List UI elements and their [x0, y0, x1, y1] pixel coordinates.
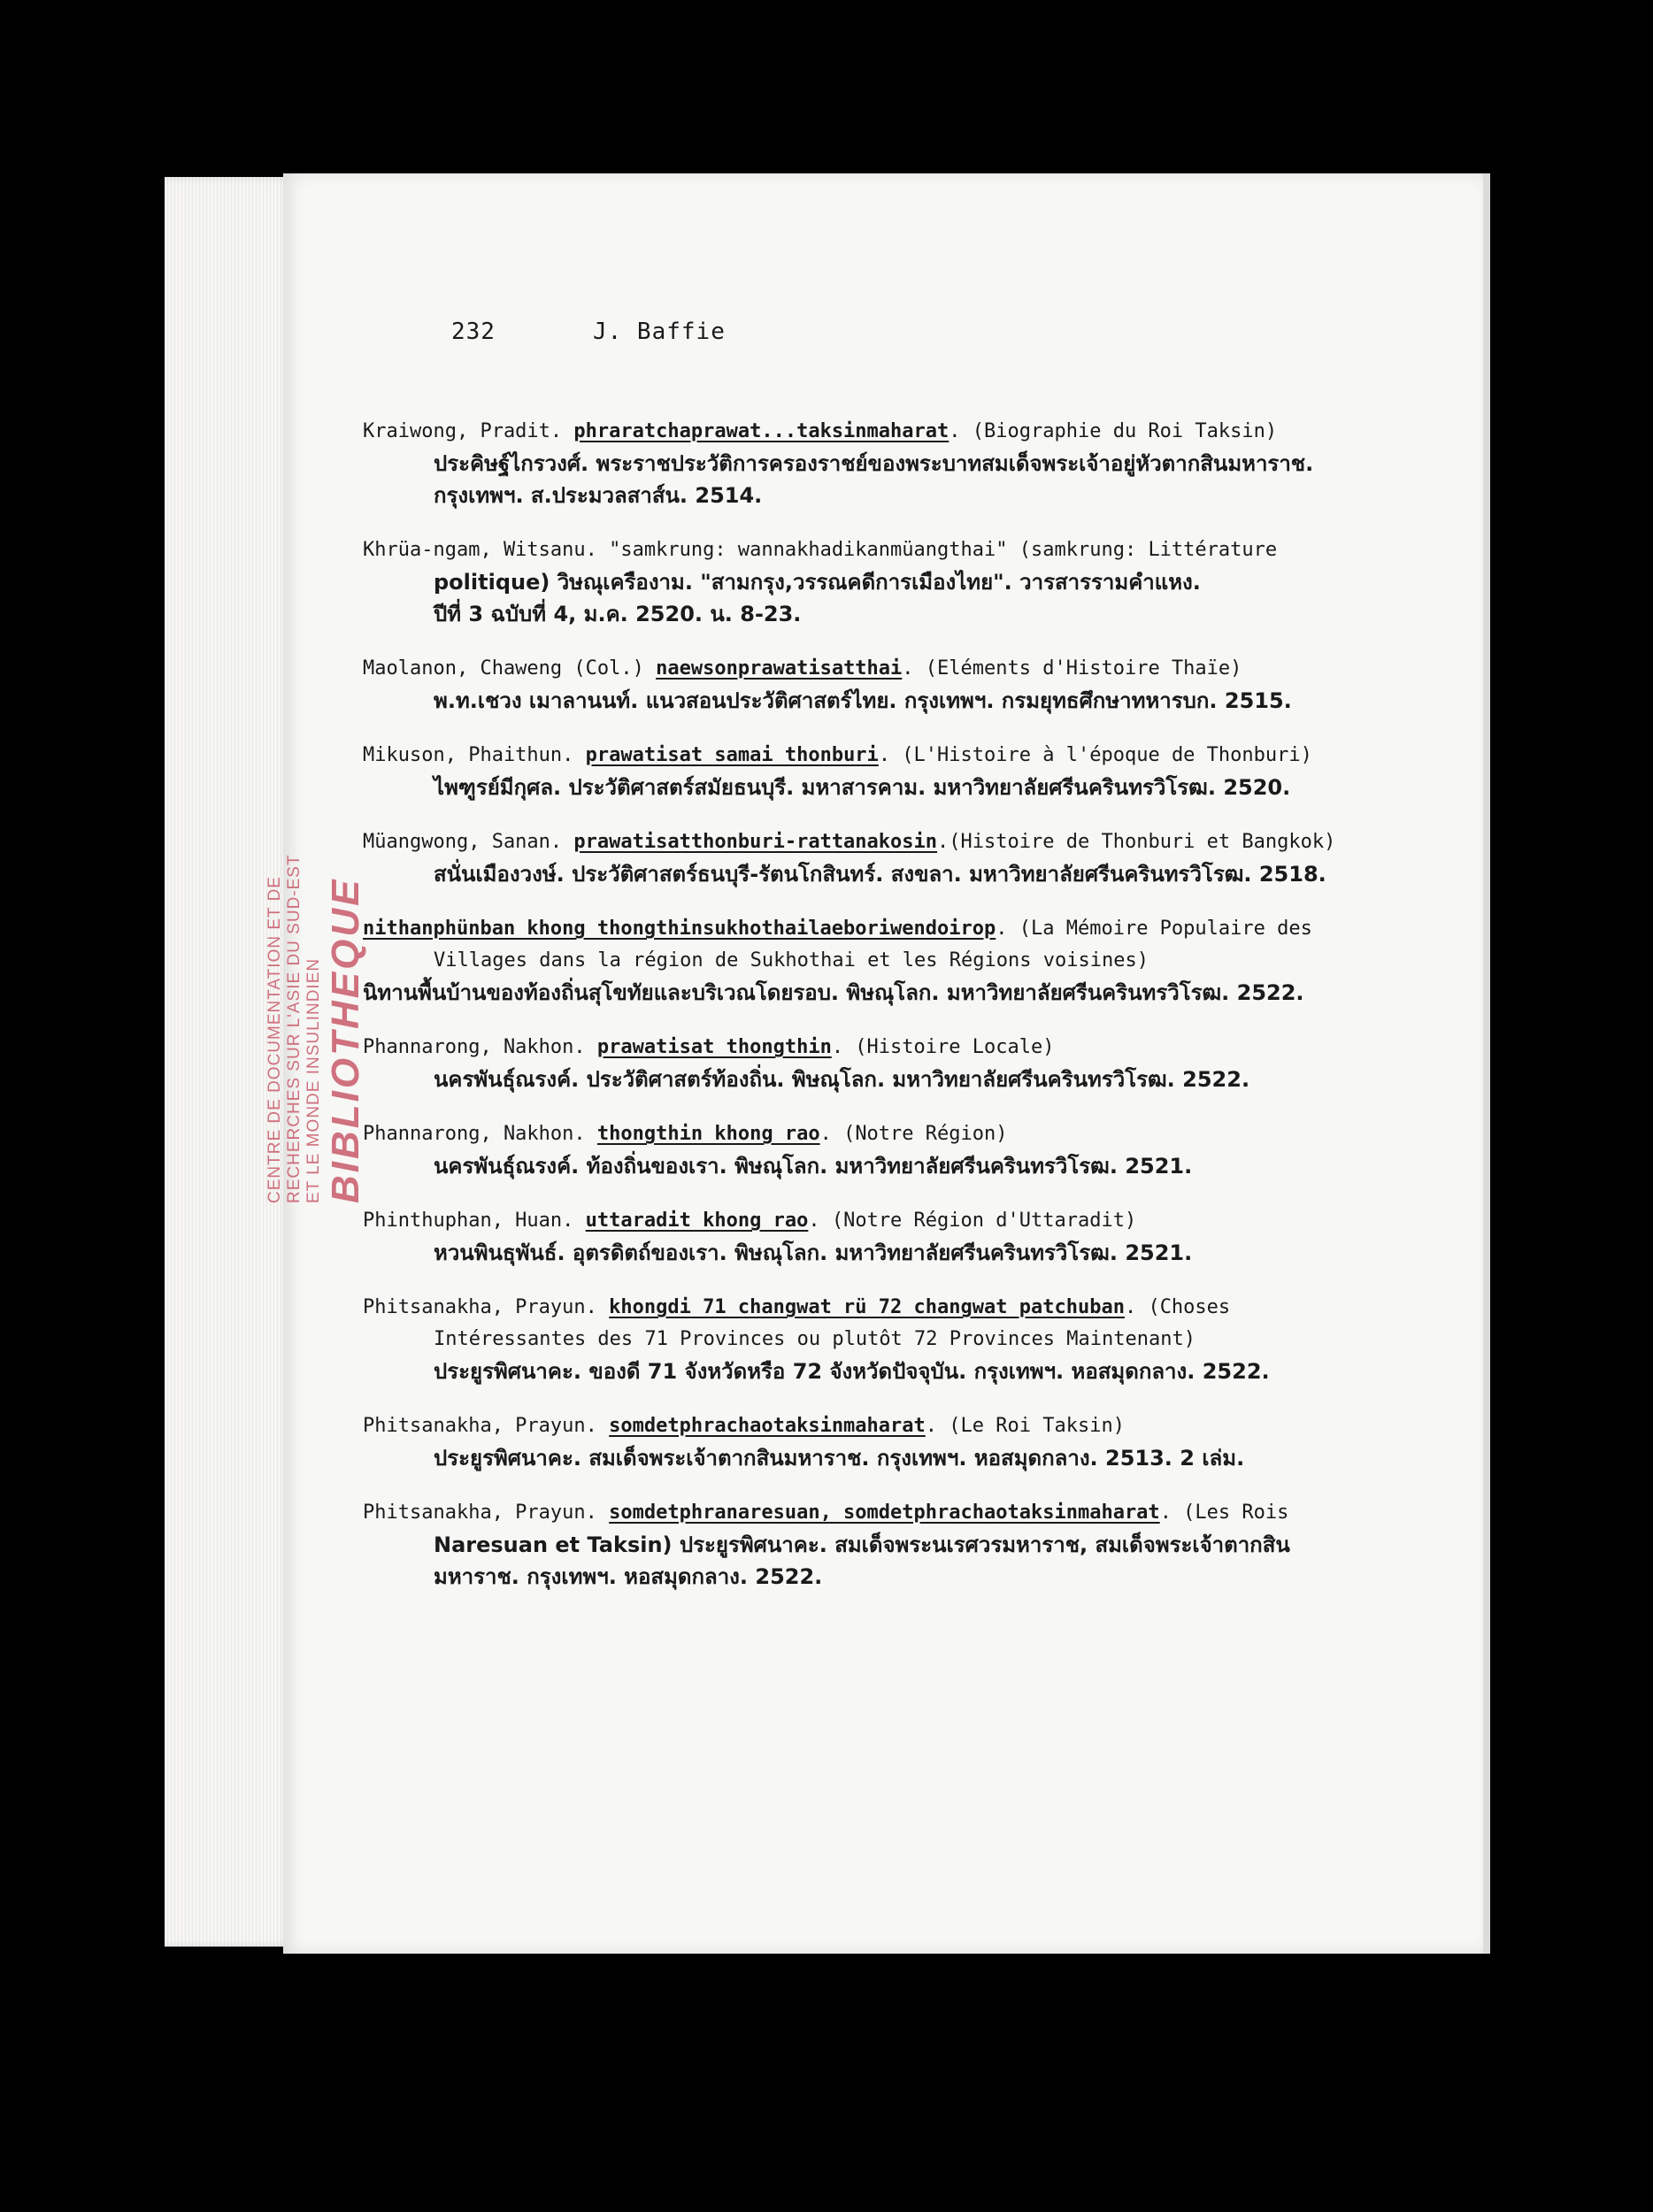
entry-line: ไพฑูรย์มีกุศล. ประวัติศาสตร์สมัยธนบุรี. มหาสารคาม. มหาวิทยาลัยศรีนครินทรวิโรฒ. 2520.	[434, 775, 1291, 800]
entry-author: Maolanon, Chaweng (Col.)	[363, 657, 657, 680]
entry-title: uttaradit khong rao	[585, 1210, 809, 1232]
entry-line: นครพันธุ์ณรงค์. ท้องถิ่นของเรา. พิษณุโลก. มหาวิทยาลัยศรีนครินทรวิโรฒ. 2521.	[434, 1154, 1193, 1179]
entry-translation: (samkrung: Littérature	[1007, 539, 1278, 561]
entry-author: Müangwong, Sanan.	[363, 831, 574, 853]
bibliography-entry	[363, 1205, 1469, 1269]
entry-line: ปีที่ 3 ฉบับที่ 4, ม.ค. 2520. น. 8-23.	[434, 602, 802, 626]
entry-line: Villages dans la région de Sukhothai et les Régions voisines)	[434, 949, 1149, 972]
entry-title: "samkrung: wannakhadikanmüangthai"	[609, 539, 1008, 561]
entry-line: ประยูรพิศนาคะ. สมเด็จพระเจ้าตากสินมหาราช. กรุงเทพฯ. หอสมุดกลาง. 2513. 2 เล่ม.	[434, 1446, 1245, 1471]
entry-line: Intéressantes des 71 Provinces ou plutôt 72 Provinces Maintenant)	[434, 1328, 1196, 1350]
entry-line: politique) วิษณุเครืองาม. "สามกรุง,วรรณคดีการเมืองไทย". วารสารรามคำแหง.	[434, 570, 1201, 595]
entry-author: Phitsanakha, Prayun.	[363, 1415, 610, 1437]
entry-translation: . (L'Histoire à l'époque de Thonburi)	[878, 744, 1312, 766]
entry-title: naewsonprawatisatthai	[656, 657, 903, 680]
entry-title: thongthin khong rao	[596, 1123, 820, 1145]
bibliography-entry	[363, 1118, 1469, 1182]
page-rim	[1483, 173, 1490, 1954]
entry-thai-title: ประคิษฐ์ไกรวงศ์. พระราชประวัติการครองราชย์ของพระบาทสมเด็จพระเจ้าอยู่หัวตากสินมหาราช.	[434, 451, 1314, 476]
bibliography-entry	[363, 1410, 1469, 1474]
entry-line: นครพันธุ์ณรงค์. ประวัติศาสตร์ท้องถิ่น. พิษณุโลก. มหาวิทยาลัยศรีนครินทรวิโรฒ. 2522.	[434, 1067, 1250, 1092]
entry-author: Phitsanakha, Prayun.	[363, 1502, 610, 1524]
entry-line: มหาราช. กรุงเทพฯ. หอสมุดกลาง. 2522.	[434, 1564, 823, 1589]
entry-thai-publication: กรุงเทพฯ. ส.ประมวลสาส์น. 2514.	[434, 483, 763, 508]
bibliography-entry	[363, 913, 1469, 1009]
stamp-title: BIBLIOTHEQUE	[324, 877, 367, 1203]
entry-translation: . (Le Roi Taksin)	[925, 1415, 1125, 1437]
entry-title: phraratchaprawat...taksinmaharat	[573, 420, 950, 442]
bibliography-entry	[363, 740, 1469, 803]
entry-translation: .(Histoire de Thonburi et Bangkok)	[937, 831, 1336, 853]
entry-author: Phannarong, Nakhon.	[363, 1123, 597, 1145]
entry-translation: . (Biographie du Roi Taksin)	[949, 420, 1278, 442]
entry-title: somdetphranaresuan, somdetphrachaotaksinmaharat	[609, 1502, 1160, 1524]
bibliography-entry	[363, 826, 1469, 890]
entry-title: khongdi 71 changwat rü 72 changwat patchuban	[609, 1296, 1125, 1318]
entry-line: Naresuan et Taksin) ประยูรพิศนาคะ. สมเด็จพระนเรศวรมหาราช, สมเด็จพระเจ้าตากสิน	[434, 1532, 1290, 1557]
entry-line: ประยูรพิศนาคะ. ของดี 71 จังหวัดหรือ 72 จังหวัดปัจจุบัน. กรุงเทพฯ. หอสมุดกลาง. 2522.	[434, 1359, 1270, 1384]
bibliography-entry	[363, 534, 1469, 630]
page-number: 232	[451, 319, 496, 345]
entry-translation: . (Histoire Locale)	[831, 1036, 1055, 1058]
entry-author: Mikuson, Phaithun.	[363, 744, 586, 766]
bibliography	[363, 416, 1469, 1616]
entry-translation: . (Notre Région)	[819, 1123, 1008, 1145]
entry-title: prawatisatthonburi-rattanakosin	[573, 831, 938, 853]
bibliography-entry	[363, 1292, 1469, 1387]
entry-line: พ.ท.เชวง เมาลานนท์. แนวสอนประวัติศาสตร์ไทย. กรุงเทพฯ. กรมยุทธศึกษาทหารบก. 2515.	[434, 688, 1292, 713]
entry-title: nithanphünban khong thongthinsukhothailaeboriwendoirop	[363, 918, 996, 940]
entry-author: Kraiwong, Pradit.	[363, 420, 574, 442]
entry-translation: . (Eléments d'Histoire Thaïe)	[902, 657, 1242, 680]
stamp-line: CENTRE DE DOCUMENTATION ET DE	[265, 876, 284, 1203]
running-author: J. Baffie	[592, 319, 726, 345]
bibliography-entry	[363, 1497, 1469, 1593]
entry-translation: . (Choses	[1124, 1296, 1231, 1318]
entry-line: หวนพินธุพันธ์. อุตรดิตถ์ของเรา. พิษณุโลก. มหาวิทยาลัยศรีนครินทรวิโรฒ. 2521.	[434, 1240, 1193, 1265]
entry-title: somdetphrachaotaksinmaharat	[609, 1415, 926, 1437]
bibliography-entry	[363, 653, 1469, 717]
entry-author: Phitsanakha, Prayun.	[363, 1296, 610, 1318]
entry-translation: . (La Mémoire Populaire des	[996, 918, 1312, 940]
entry-author: Phinthuphan, Huan.	[363, 1210, 586, 1232]
stamp-line: ET LE MONDE INSULINDIEN	[304, 957, 323, 1203]
stamp-line: RECHERCHES SUR L'ASIE DU SUD-EST	[285, 854, 304, 1203]
entry-author: Khrüa-ngam, Witsanu.	[363, 539, 610, 561]
entry-title: prawatisat samai thonburi	[585, 744, 879, 766]
entry-translation: . (Notre Région d'Uttaradit)	[808, 1210, 1137, 1232]
entry-translation: . (Les Rois	[1159, 1502, 1289, 1524]
bibliography-entry	[363, 1032, 1469, 1095]
page-header	[451, 319, 823, 345]
entry-author: Phannarong, Nakhon.	[363, 1036, 597, 1058]
library-stamp	[265, 854, 368, 1203]
entry-title: prawatisat thongthin	[596, 1036, 832, 1058]
bibliography-entry	[363, 416, 1469, 511]
entry-line: สนั่นเมืองวงษ์. ประวัติศาสตร์ธนบุรี-รัตนโกสินทร์. สงขลา. มหาวิทยาลัยศรีนครินทรวิโรฒ. 2518.	[434, 862, 1326, 887]
entry-line: นิทานพื้นบ้านของท้องถิ่นสุโขทัยและบริเวณโดยรอบ. พิษณุโลก. มหาวิทยาลัยศรีนครินทรวิโรฒ. 2522.	[363, 980, 1304, 1005]
